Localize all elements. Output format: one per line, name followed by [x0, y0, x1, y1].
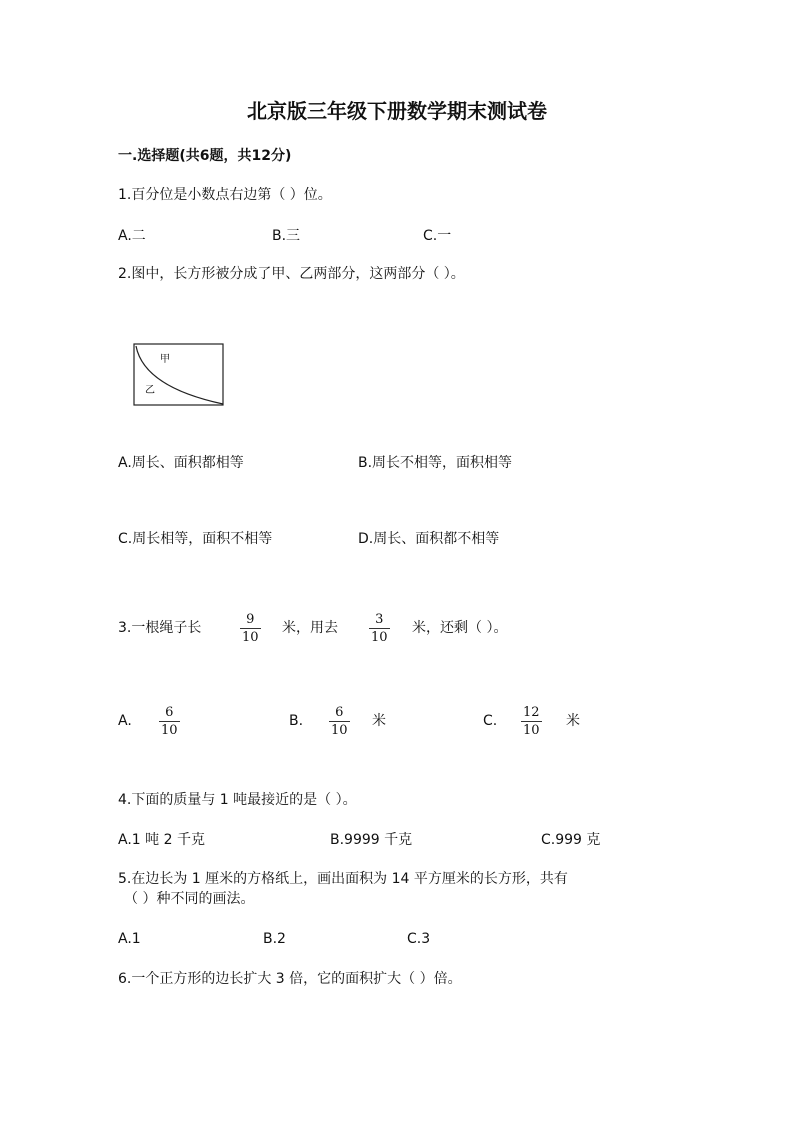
question-4-option-b: B.9999 千克 — [330, 832, 413, 848]
question-4-option-a: A.1 吨 2 千克 — [118, 832, 205, 848]
question-3-fraction-used — [369, 613, 390, 644]
question-3-option-a-label: A. — [118, 713, 132, 729]
question-2-option-d: D.周长、面积都不相等 — [358, 531, 500, 547]
question-3-text-part-2: 米，用去 — [282, 620, 338, 636]
fraction-numerator: 12 — [523, 705, 540, 720]
question-3-option-b-label: B. — [289, 713, 304, 729]
question-2-option-a: A.周长、面积都相等 — [118, 455, 244, 471]
question-2-option-b: B.周长不相等，面积相等 — [358, 455, 513, 471]
question-2-option-c: C.周长相等，面积不相等 — [118, 531, 273, 547]
question-3-fraction-length — [240, 613, 261, 644]
figure-label-jia: 甲 — [160, 354, 170, 365]
fraction-numerator: 9 — [246, 612, 255, 627]
fraction-denominator: 10 — [523, 723, 540, 738]
fraction-numerator: 6 — [165, 705, 174, 720]
fraction-denominator: 10 — [371, 630, 388, 645]
page-title: 北京版三年级下册数学期末测试卷 — [247, 99, 547, 123]
question-1-option-a: A.二 — [118, 228, 146, 244]
fraction-denominator: 10 — [242, 630, 259, 645]
question-5-text: 5.在边长为 1 厘米的方格纸上，画出面积为 14 平方厘米的长方形，共有 — [118, 871, 568, 887]
question-1-option-c: C.一 — [423, 228, 452, 244]
section-heading: 一.选择题(共6题，共12分) — [118, 148, 292, 164]
fraction-numerator: 6 — [335, 705, 344, 720]
fraction-denominator: 10 — [331, 723, 348, 738]
question-3-text-part-3: 米，还剩（ ）。 — [412, 620, 508, 636]
question-3-option-c-label: C. — [483, 713, 498, 729]
question-3-option-c-unit: 米 — [566, 713, 580, 729]
question-4-text: 4.下面的质量与 1 吨最接近的是（ ）。 — [118, 792, 357, 808]
question-5-text-line-2: （ ）种不同的画法。 — [124, 891, 255, 907]
question-1-option-b: B.三 — [272, 228, 301, 244]
question-3-option-a-fraction — [159, 706, 180, 737]
fraction-numerator: 3 — [375, 612, 384, 627]
question-4-option-c: C.999 克 — [541, 832, 601, 848]
question-1-text: 1.百分位是小数点右边第（ ）位。 — [118, 187, 332, 203]
question-3-option-b-unit: 米 — [372, 713, 386, 729]
question-3-option-c-fraction — [521, 706, 542, 737]
figure-label-yi: 乙 — [145, 385, 155, 396]
fraction-denominator: 10 — [161, 723, 178, 738]
question-2-text: 2.图中，长方形被分成了甲、乙两部分，这两部分（ ）。 — [118, 266, 465, 282]
question-5-option-b: B.2 — [263, 931, 286, 947]
question-5-option-a: A.1 — [118, 931, 141, 947]
question-3-option-b-fraction — [329, 706, 350, 737]
rectangle-figure — [132, 342, 226, 408]
question-6-text: 6.一个正方形的边长扩大 3 倍，它的面积扩大（ ）倍。 — [118, 971, 462, 987]
question-5-option-c: C.3 — [407, 931, 431, 947]
question-3-text-part-1: 3.一根绳子长 — [118, 620, 202, 636]
